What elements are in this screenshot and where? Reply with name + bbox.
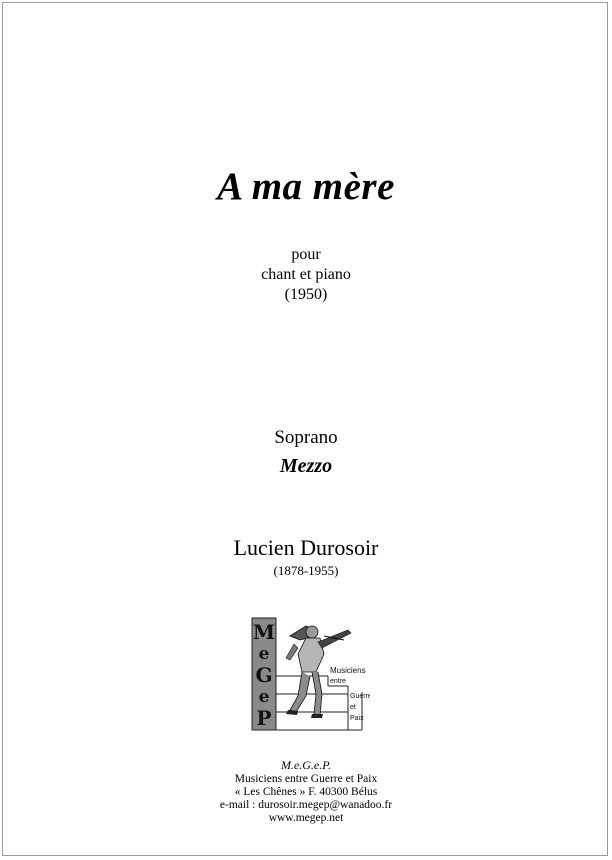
logo-letter-m: M — [252, 620, 276, 644]
megep-logo-graphic — [250, 614, 370, 732]
subtitle-instrumentation: chant et piano — [261, 266, 351, 283]
publisher-website: www.megep.net — [268, 812, 344, 824]
publisher-email: e-mail : durosoir.megep@wanadoo.fr — [219, 799, 393, 811]
publisher-name: Musiciens entre Guerre et Paix — [234, 773, 378, 785]
composer-name: Lucien Durosoir — [233, 535, 379, 560]
voice-soprano: Soprano — [274, 427, 338, 448]
subtitle-year: (1950) — [284, 286, 328, 303]
logo-word-et: et — [350, 704, 356, 711]
logo-word-guerre: Guerre — [350, 693, 370, 700]
voice-mezzo: Mezzo — [279, 455, 333, 477]
logo-word-entre: entre — [330, 678, 346, 685]
subtitle-pour: pour — [291, 246, 321, 263]
logo-word-musiciens: Musiciens — [330, 666, 366, 675]
logo-letter-g: G — [255, 663, 273, 687]
logo-letter-e2: e — [258, 687, 270, 707]
logo-letter-e1: e — [258, 644, 270, 664]
work-title: A ma mère — [217, 165, 395, 208]
logo-letter-p: P — [256, 706, 272, 730]
composer-dates: (1878-1955) — [273, 563, 339, 578]
publisher-abbreviation: M.e.G.e.P. — [280, 758, 332, 772]
logo-word-paix: Paix — [350, 715, 364, 722]
megep-logo — [250, 614, 370, 732]
publisher-address: « Les Chênes » F. 40300 Bélus — [234, 786, 378, 798]
